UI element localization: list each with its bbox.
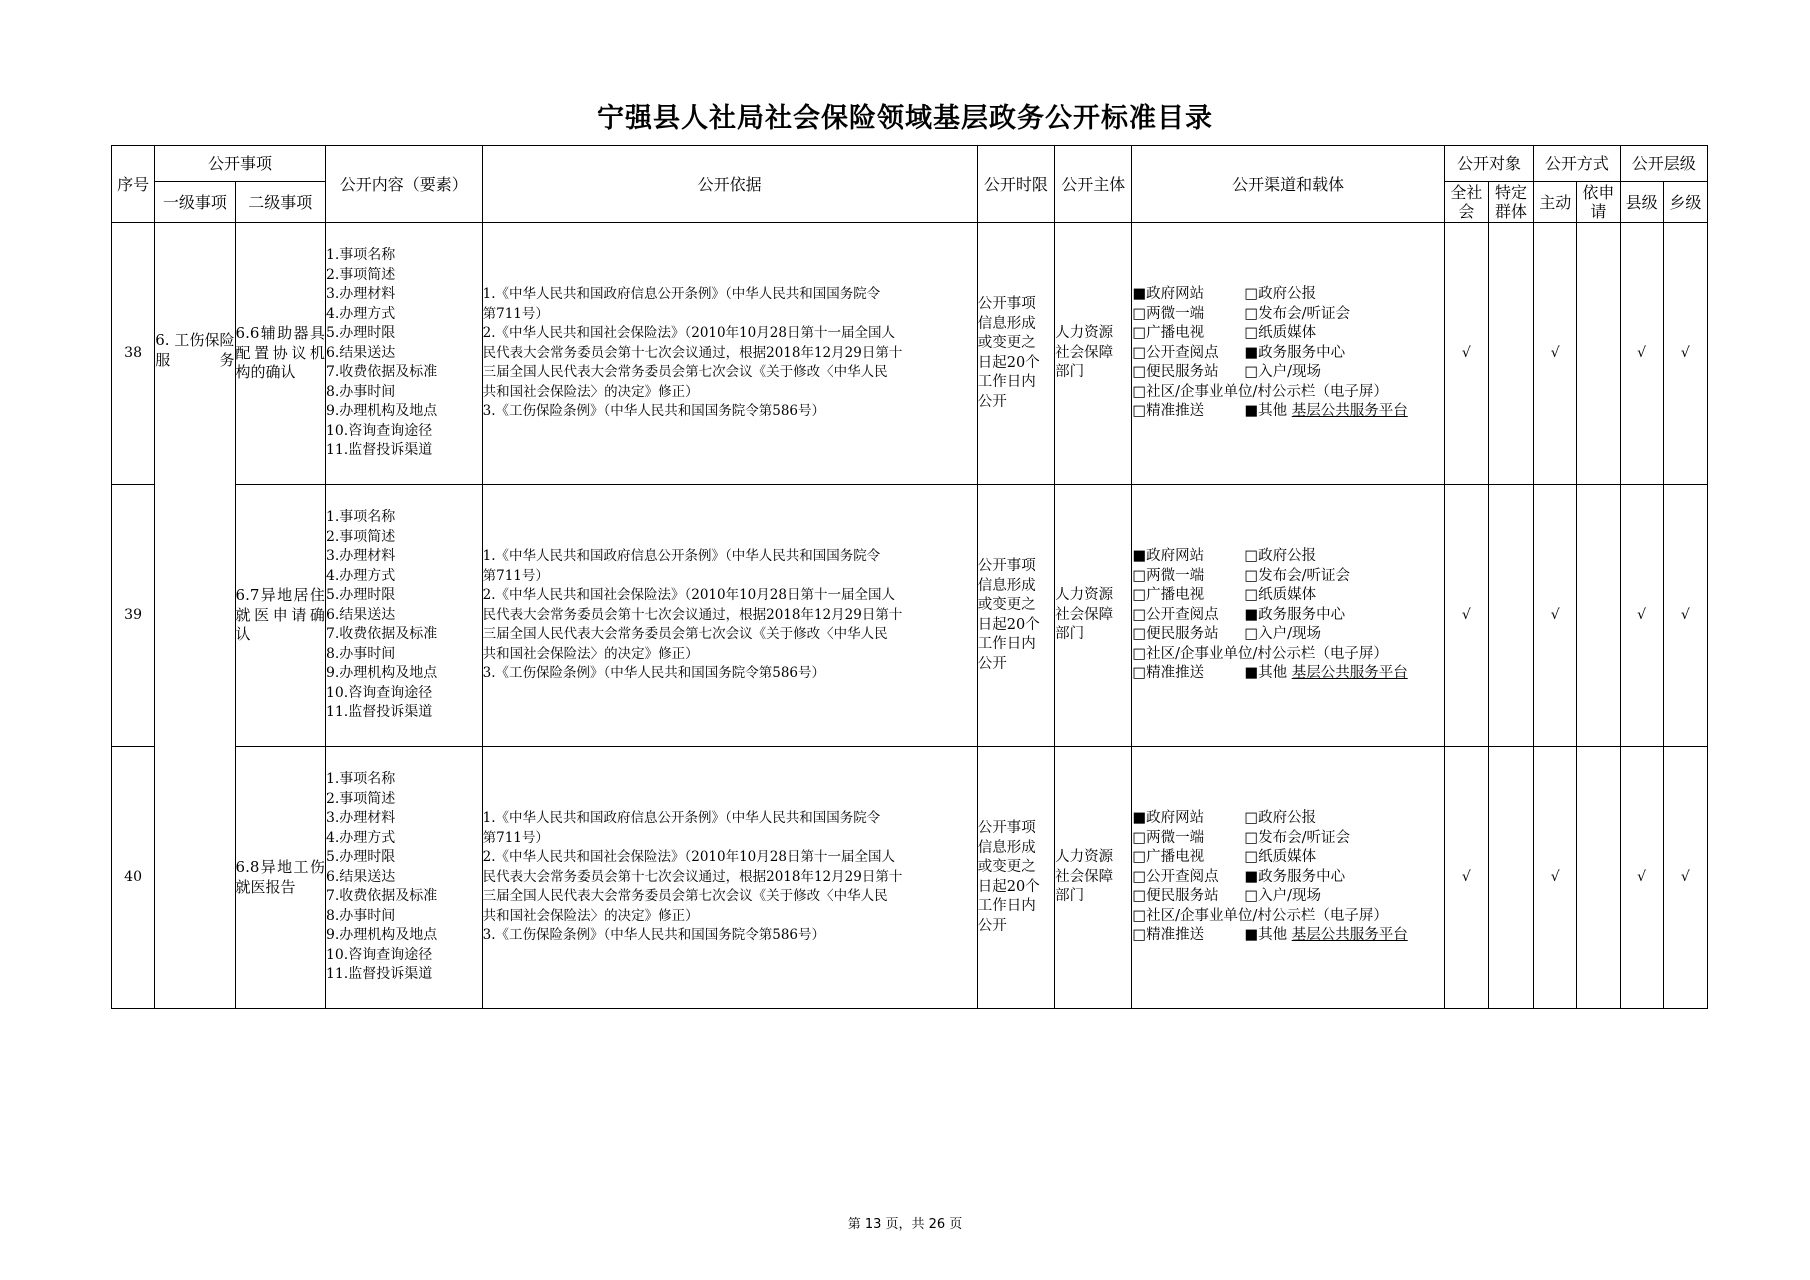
- channel-option: □社区/企事业单位/村公示栏（电子屏）: [1132, 383, 1388, 400]
- channel-option: □广播电视: [1132, 587, 1205, 604]
- content-item: 11.监督投诉渠道: [325, 966, 433, 983]
- header-seq: 序号: [112, 146, 155, 223]
- content-item: 9.办理机构及地点: [325, 927, 438, 944]
- time-line: 公开: [977, 393, 1007, 410]
- level1-matter-text: 6. 工伤保险服务: [155, 331, 235, 369]
- page-title: 宁强县人社局社会保险领域基层政务公开标准目录: [597, 103, 1213, 134]
- content-item: 9.办理机构及地点: [325, 665, 438, 682]
- basis-line: 三届全国人民代表大会常务委员会第七次会议《关于修改〈中华人民: [482, 888, 888, 905]
- level1-matter: [155, 223, 235, 1009]
- mark-specific: [1488, 747, 1533, 1009]
- subject: [1055, 485, 1132, 747]
- time-limit: [977, 223, 1054, 485]
- content-item: 2.事项简述: [325, 528, 396, 545]
- channels: [1132, 485, 1444, 747]
- channel-option: ■其他: [1244, 927, 1288, 944]
- mark-township: √: [1663, 485, 1707, 747]
- content-item: 7.收费依据及标准: [325, 364, 438, 381]
- content-item: 8.办事时间: [325, 645, 396, 662]
- mark-apply: [1577, 223, 1620, 485]
- basis-line: 共和国社会保险法〉的决定》修正）: [482, 907, 699, 924]
- basis-line: 三届全国人民代表大会常务委员会第七次会议《关于修改〈中华人民: [482, 364, 888, 381]
- basis-line: 1.《中华人民共和国政府信息公开条例》（中华人民共和国国务院令: [482, 286, 881, 303]
- mark-all: √: [1444, 223, 1488, 485]
- header-method-active: 主动: [1534, 182, 1577, 223]
- content-item: 8.办事时间: [325, 907, 396, 924]
- content-item: 9.办理机构及地点: [325, 403, 438, 420]
- content-item: 3.办理材料: [325, 286, 396, 303]
- content-item: 3.办理材料: [325, 548, 396, 565]
- row-seq: 38: [112, 223, 155, 485]
- time-limit: [977, 485, 1054, 747]
- header-level-county: 县级: [1620, 182, 1663, 223]
- content-item: 6.结果送达: [325, 868, 396, 885]
- time-line: 公开: [977, 655, 1007, 672]
- basis-line: 共和国社会保险法〉的决定》修正）: [482, 645, 699, 662]
- table-row: [112, 485, 1708, 747]
- catalog-table: [111, 145, 1708, 1009]
- basis-line: 共和国社会保险法〉的决定》修正）: [482, 383, 699, 400]
- time-line: 公开事项: [977, 820, 1036, 836]
- header-target-all: 全社会: [1444, 182, 1488, 223]
- basis-text: [482, 223, 977, 485]
- subject-line: 部门: [1055, 888, 1085, 905]
- channel-option: □两微一端: [1132, 829, 1205, 846]
- channels: [1132, 747, 1444, 1009]
- content-item: 7.收费依据及标准: [325, 888, 438, 905]
- time-line: 工作日内: [977, 636, 1036, 652]
- content-item: 6.结果送达: [325, 344, 396, 361]
- channel-option: □便民服务站: [1132, 626, 1219, 643]
- content-item: 2.事项简述: [325, 266, 396, 283]
- time-line: 信息形成: [977, 577, 1036, 594]
- basis-line: 第711号）: [482, 829, 549, 846]
- channel-option: □发布会/听证会: [1244, 567, 1350, 584]
- header-basis: 公开依据: [482, 146, 977, 223]
- basis-line: 2.《中华人民共和国社会保险法》（2010年10月28日第十一届全国人: [482, 325, 895, 342]
- content-item: 5.办理时限: [325, 325, 396, 342]
- header-matter: 公开事项: [155, 146, 326, 182]
- basis-line: 第711号）: [482, 567, 549, 584]
- channel-option: ■政府网站: [1132, 810, 1205, 827]
- content-item: 1.事项名称: [325, 771, 396, 788]
- channel-option: □纸质媒体: [1244, 587, 1317, 604]
- content-item: 7.收费依据及标准: [325, 626, 438, 643]
- basis-line: 三届全国人民代表大会常务委员会第七次会议《关于修改〈中华人民: [482, 626, 888, 643]
- mark-all: √: [1444, 485, 1488, 747]
- channel-option: □社区/企事业单位/村公示栏（电子屏）: [1132, 645, 1388, 662]
- content-item: 2.事项简述: [325, 790, 396, 807]
- mark-county: √: [1620, 223, 1663, 485]
- channel-option: □纸质媒体: [1244, 849, 1317, 866]
- content-item: 11.监督投诉渠道: [325, 442, 433, 459]
- subject-line: 部门: [1055, 626, 1085, 643]
- mark-active: √: [1534, 747, 1577, 1009]
- channel-option: ■政府网站: [1132, 286, 1205, 303]
- basis-line: 民代表大会常务委员会第十七次会议通过，根据2018年12月29日第十: [482, 344, 903, 361]
- channel-option: ■政府网站: [1132, 548, 1205, 565]
- subject-line: 部门: [1055, 364, 1085, 381]
- time-line: 公开事项: [977, 296, 1036, 312]
- content-item: 10.咨询查询途径: [325, 422, 433, 439]
- time-line: 或变更之: [977, 597, 1036, 613]
- channel-option: □公开查阅点: [1132, 344, 1219, 361]
- channel-option: □发布会/听证会: [1244, 305, 1350, 322]
- channel-option: □两微一端: [1132, 567, 1205, 584]
- table-body: [112, 223, 1708, 1009]
- mark-apply: [1577, 485, 1620, 747]
- subject-line: 人力资源: [1055, 849, 1114, 866]
- content-item: 5.办理时限: [325, 849, 396, 866]
- mark-active: √: [1534, 223, 1577, 485]
- channel-option: □政府公报: [1244, 810, 1317, 827]
- basis-line: 3.《工伤保险条例》（中华人民共和国国务院令第586号）: [482, 927, 826, 944]
- table-row: [112, 747, 1708, 1009]
- channel-option: □发布会/听证会: [1244, 829, 1350, 846]
- content-item: 4.办理方式: [325, 305, 396, 322]
- subject-line: 社会保障: [1055, 868, 1114, 885]
- basis-line: 2.《中华人民共和国社会保险法》（2010年10月28日第十一届全国人: [482, 587, 895, 604]
- channel-option: □公开查阅点: [1132, 606, 1219, 623]
- row-seq: 39: [112, 485, 155, 747]
- channels: [1132, 223, 1444, 485]
- mark-apply: [1577, 747, 1620, 1009]
- content-item: 10.咨询查询途径: [325, 946, 433, 963]
- subject-line: 人力资源: [1055, 587, 1114, 604]
- header-target: 公开对象: [1444, 146, 1533, 182]
- basis-line: 3.《工伤保险条例》（中华人民共和国国务院令第586号）: [482, 665, 826, 682]
- channel-other-value: 基层公共服务平台: [1291, 927, 1408, 944]
- channel-option: □广播电视: [1132, 325, 1205, 342]
- level2-matter: 6.8异地工伤就医报告: [235, 747, 325, 1009]
- subject-line: 社会保障: [1055, 344, 1114, 361]
- channel-option: □政府公报: [1244, 286, 1317, 303]
- header-level: 公开层级: [1620, 146, 1707, 182]
- time-line: 工作日内: [977, 898, 1036, 914]
- content-item: 4.办理方式: [325, 829, 396, 846]
- time-line: 信息形成: [977, 315, 1036, 332]
- content-items: [325, 747, 482, 1009]
- channel-option: □便民服务站: [1132, 888, 1219, 905]
- content-items: [325, 485, 482, 747]
- content-items: [325, 223, 482, 485]
- channel-option: ■政务服务中心: [1244, 868, 1346, 885]
- content-item: 1.事项名称: [325, 247, 396, 264]
- channel-option: □入户/现场: [1244, 364, 1321, 381]
- channel-option: □精准推送: [1132, 403, 1205, 420]
- channel-option: □政府公报: [1244, 548, 1317, 565]
- channel-option: □两微一端: [1132, 305, 1205, 322]
- header-target-specific: 特定群体: [1488, 182, 1533, 223]
- time-line: 公开事项: [977, 558, 1036, 574]
- mark-township: √: [1663, 747, 1707, 1009]
- header-level1: 一级事项: [155, 182, 235, 223]
- basis-line: 民代表大会常务委员会第十七次会议通过，根据2018年12月29日第十: [482, 868, 903, 885]
- basis-line: 2.《中华人民共和国社会保险法》（2010年10月28日第十一届全国人: [482, 849, 895, 866]
- mark-township: √: [1663, 223, 1707, 485]
- header-subject: 公开主体: [1055, 146, 1132, 223]
- basis-text: [482, 747, 977, 1009]
- channel-option: □纸质媒体: [1244, 325, 1317, 342]
- channel-option: □便民服务站: [1132, 364, 1219, 381]
- channel-option: □入户/现场: [1244, 626, 1321, 643]
- time-line: 或变更之: [977, 859, 1036, 875]
- header-level2: 二级事项: [235, 182, 325, 223]
- level2-matter: 6.6辅助器具配置协议机构的确认: [235, 223, 325, 485]
- header-method: 公开方式: [1534, 146, 1620, 182]
- subject: [1055, 223, 1132, 485]
- mark-active: √: [1534, 485, 1577, 747]
- time-line: 信息形成: [977, 839, 1036, 856]
- mark-county: √: [1620, 485, 1663, 747]
- mark-specific: [1488, 223, 1533, 485]
- time-limit: [977, 747, 1054, 1009]
- content-item: 5.办理时限: [325, 587, 396, 604]
- header-level-township: 乡级: [1663, 182, 1707, 223]
- channel-option: □广播电视: [1132, 849, 1205, 866]
- time-line: 或变更之: [977, 335, 1036, 351]
- mark-specific: [1488, 485, 1533, 747]
- content-item: 6.结果送达: [325, 606, 396, 623]
- content-item: 4.办理方式: [325, 567, 396, 584]
- basis-line: 3.《工伤保险条例》（中华人民共和国国务院令第586号）: [482, 403, 826, 420]
- basis-line: 1.《中华人民共和国政府信息公开条例》（中华人民共和国国务院令: [482, 810, 881, 827]
- content-item: 8.办事时间: [325, 383, 396, 400]
- mark-county: √: [1620, 747, 1663, 1009]
- content-item: 3.办理材料: [325, 810, 396, 827]
- page-footer: 第 13 页，共 26 页: [847, 1217, 963, 1232]
- channel-option: ■其他: [1244, 403, 1288, 420]
- level2-matter: 6.7异地居住就医申请确认: [235, 485, 325, 747]
- channel-option: ■政务服务中心: [1244, 344, 1346, 361]
- channel-option: □入户/现场: [1244, 888, 1321, 905]
- header-method-apply: 依申请: [1577, 182, 1620, 223]
- content-item: 10.咨询查询途径: [325, 684, 433, 701]
- basis-line: 民代表大会常务委员会第十七次会议通过，根据2018年12月29日第十: [482, 606, 903, 623]
- time-line: 工作日内: [977, 374, 1036, 390]
- time-line: 公开: [977, 917, 1007, 934]
- content-item: 1.事项名称: [325, 509, 396, 526]
- channel-other-value: 基层公共服务平台: [1291, 403, 1408, 420]
- channel-option: ■其他: [1244, 665, 1288, 682]
- basis-line: 1.《中华人民共和国政府信息公开条例》（中华人民共和国国务院令: [482, 548, 881, 565]
- channel-option: □社区/企事业单位/村公示栏（电子屏）: [1132, 907, 1388, 924]
- table-row: [112, 223, 1708, 485]
- channel-option: □公开查阅点: [1132, 868, 1219, 885]
- channel-option: □精准推送: [1132, 927, 1205, 944]
- subject-line: 社会保障: [1055, 606, 1114, 623]
- mark-all: √: [1444, 747, 1488, 1009]
- header-channel: 公开渠道和载体: [1132, 146, 1444, 223]
- row-seq: 40: [112, 747, 155, 1009]
- basis-line: 第711号）: [482, 305, 549, 322]
- subject-line: 人力资源: [1055, 325, 1114, 342]
- channel-option: ■政务服务中心: [1244, 606, 1346, 623]
- time-line: 日起20个: [977, 354, 1040, 371]
- channel-other-value: 基层公共服务平台: [1291, 665, 1408, 682]
- content-item: 11.监督投诉渠道: [325, 704, 433, 721]
- time-line: 日起20个: [977, 878, 1040, 895]
- time-line: 日起20个: [977, 616, 1040, 633]
- header-content: 公开内容（要素）: [325, 146, 482, 223]
- basis-text: [482, 485, 977, 747]
- channel-option: □精准推送: [1132, 665, 1205, 682]
- subject: [1055, 747, 1132, 1009]
- header-time: 公开时限: [977, 146, 1054, 223]
